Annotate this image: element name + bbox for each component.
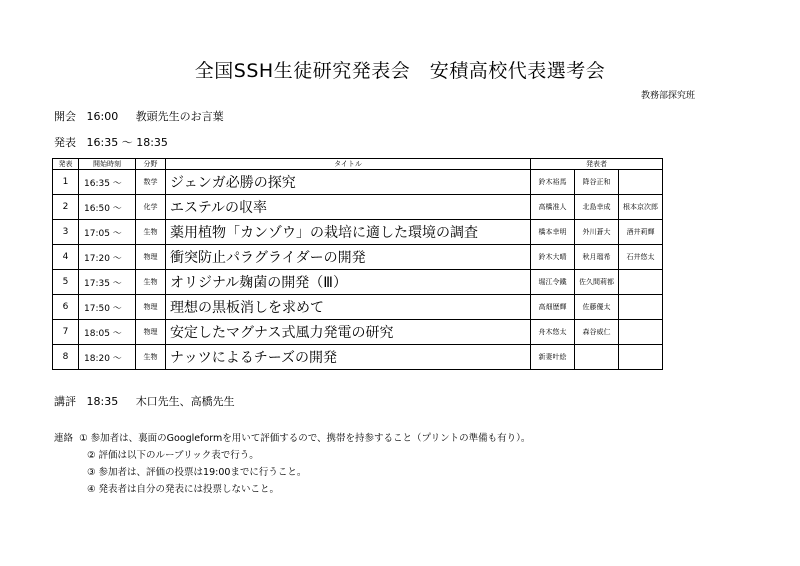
cell-time: 17:20 〜	[79, 245, 136, 270]
cell-presenter-3	[619, 320, 663, 345]
cell-presenter-2: 佐久間莉都	[575, 270, 619, 295]
review-text: 木口先生、高橋先生	[135, 395, 235, 408]
cell-title: エステルの収率	[166, 195, 531, 220]
table-row	[53, 345, 663, 370]
notes	[54, 430, 530, 498]
cell-no: 6	[53, 295, 79, 320]
cell-no: 3	[53, 220, 79, 245]
note-item: ④ 発表者は自分の発表には投票しないこと。	[87, 484, 280, 495]
cell-presenter-1: 高橋准人	[531, 195, 575, 220]
cell-no: 8	[53, 345, 79, 370]
table-row	[53, 245, 663, 270]
cell-presenter-3: 酒井莉輝	[619, 220, 663, 245]
cell-presenter-2	[575, 345, 619, 370]
table-row	[53, 220, 663, 245]
cell-presenter-3	[619, 295, 663, 320]
header-field: 分野	[136, 159, 166, 170]
cell-time: 17:05 〜	[79, 220, 136, 245]
table-row	[53, 170, 663, 195]
cell-presenter-1: 高畑歴輝	[531, 295, 575, 320]
cell-time: 17:35 〜	[79, 270, 136, 295]
table-row	[53, 320, 663, 345]
table-row	[53, 295, 663, 320]
cell-title: 安定したマグナス式風力発電の研究	[166, 320, 531, 345]
cell-presenter-1: 橋本幸明	[531, 220, 575, 245]
cell-title: 理想の黒板消しを求めて	[166, 295, 531, 320]
schedule-table	[52, 158, 663, 370]
header-title: タイトル	[166, 159, 531, 170]
cell-presenter-2: 秋月瑠希	[575, 245, 619, 270]
cell-title: 衝突防止パラグライダーの開発	[166, 245, 531, 270]
presentations-time: 16:35 〜 18:35	[86, 136, 168, 149]
cell-no: 1	[53, 170, 79, 195]
cell-field: 生物	[136, 270, 166, 295]
cell-field: 物理	[136, 245, 166, 270]
review-label: 講評	[54, 395, 76, 408]
cell-title: ジェンガ必勝の探究	[166, 170, 531, 195]
note-item: ① 参加者は、裏面のGoogleformを用いて評価するので、携帯を持参すること（プリントの準備も有り）。	[79, 433, 531, 444]
presentations-label: 発表	[54, 136, 76, 149]
header-start: 開始時刻	[79, 159, 136, 170]
opening-time: 16:00	[86, 110, 119, 123]
cell-field: 化学	[136, 195, 166, 220]
cell-presenter-2: 降谷正和	[575, 170, 619, 195]
presentations-line	[54, 134, 168, 150]
cell-time: 17:50 〜	[79, 295, 136, 320]
cell-presenter-2: 森谷威仁	[575, 320, 619, 345]
opening-text: 教頭先生のお言葉	[135, 110, 224, 123]
notes-label: 連絡	[54, 433, 74, 444]
cell-presenter-3	[619, 345, 663, 370]
cell-presenter-3: 石井悠太	[619, 245, 663, 270]
cell-title: 薬用植物「カンゾウ」の栽培に適した環境の調査	[166, 220, 531, 245]
cell-time: 16:35 〜	[79, 170, 136, 195]
header-presenters: 発表者	[531, 159, 663, 170]
cell-presenter-3: 根本京次郎	[619, 195, 663, 220]
cell-no: 7	[53, 320, 79, 345]
department-label: 教務部探究班	[640, 91, 695, 101]
cell-field: 物理	[136, 295, 166, 320]
opening-label: 開会	[54, 110, 76, 123]
table-header-row	[53, 159, 663, 170]
cell-presenter-3	[619, 170, 663, 195]
cell-presenter-1: 鈴木大晴	[531, 245, 575, 270]
cell-time: 16:50 〜	[79, 195, 136, 220]
page-title: 全国SSH生徒研究発表会 安積高校代表選考会	[194, 60, 606, 82]
opening-line	[54, 108, 224, 124]
review-line	[54, 393, 235, 409]
cell-presenter-1: 新妻叶絵	[531, 345, 575, 370]
cell-time: 18:20 〜	[79, 345, 136, 370]
note-item: ② 評価は以下のルーブリック表で行う。	[87, 450, 259, 461]
cell-field: 生物	[136, 345, 166, 370]
cell-presenter-1: 舟木悠太	[531, 320, 575, 345]
cell-no: 4	[53, 245, 79, 270]
cell-presenter-1: 堀江令鐵	[531, 270, 575, 295]
cell-no: 2	[53, 195, 79, 220]
cell-time: 18:05 〜	[79, 320, 136, 345]
cell-presenter-2: 佐藤優太	[575, 295, 619, 320]
cell-presenter-2: 北島幸成	[575, 195, 619, 220]
cell-no: 5	[53, 270, 79, 295]
note-item: ③ 参加者は、評価の投票は19:00までに行うこと。	[87, 467, 307, 478]
cell-presenter-3	[619, 270, 663, 295]
review-time: 18:35	[86, 395, 119, 408]
table-row	[53, 195, 663, 220]
cell-title: オリジナル麹菌の開発（Ⅲ）	[166, 270, 531, 295]
cell-presenter-1: 鈴木裕馬	[531, 170, 575, 195]
cell-presenter-2: 外川蒼大	[575, 220, 619, 245]
cell-title: ナッツによるチーズの開発	[166, 345, 531, 370]
table-row	[53, 270, 663, 295]
cell-field: 物理	[136, 320, 166, 345]
header-no: 発表	[53, 159, 79, 170]
cell-field: 数学	[136, 170, 166, 195]
cell-field: 生物	[136, 220, 166, 245]
